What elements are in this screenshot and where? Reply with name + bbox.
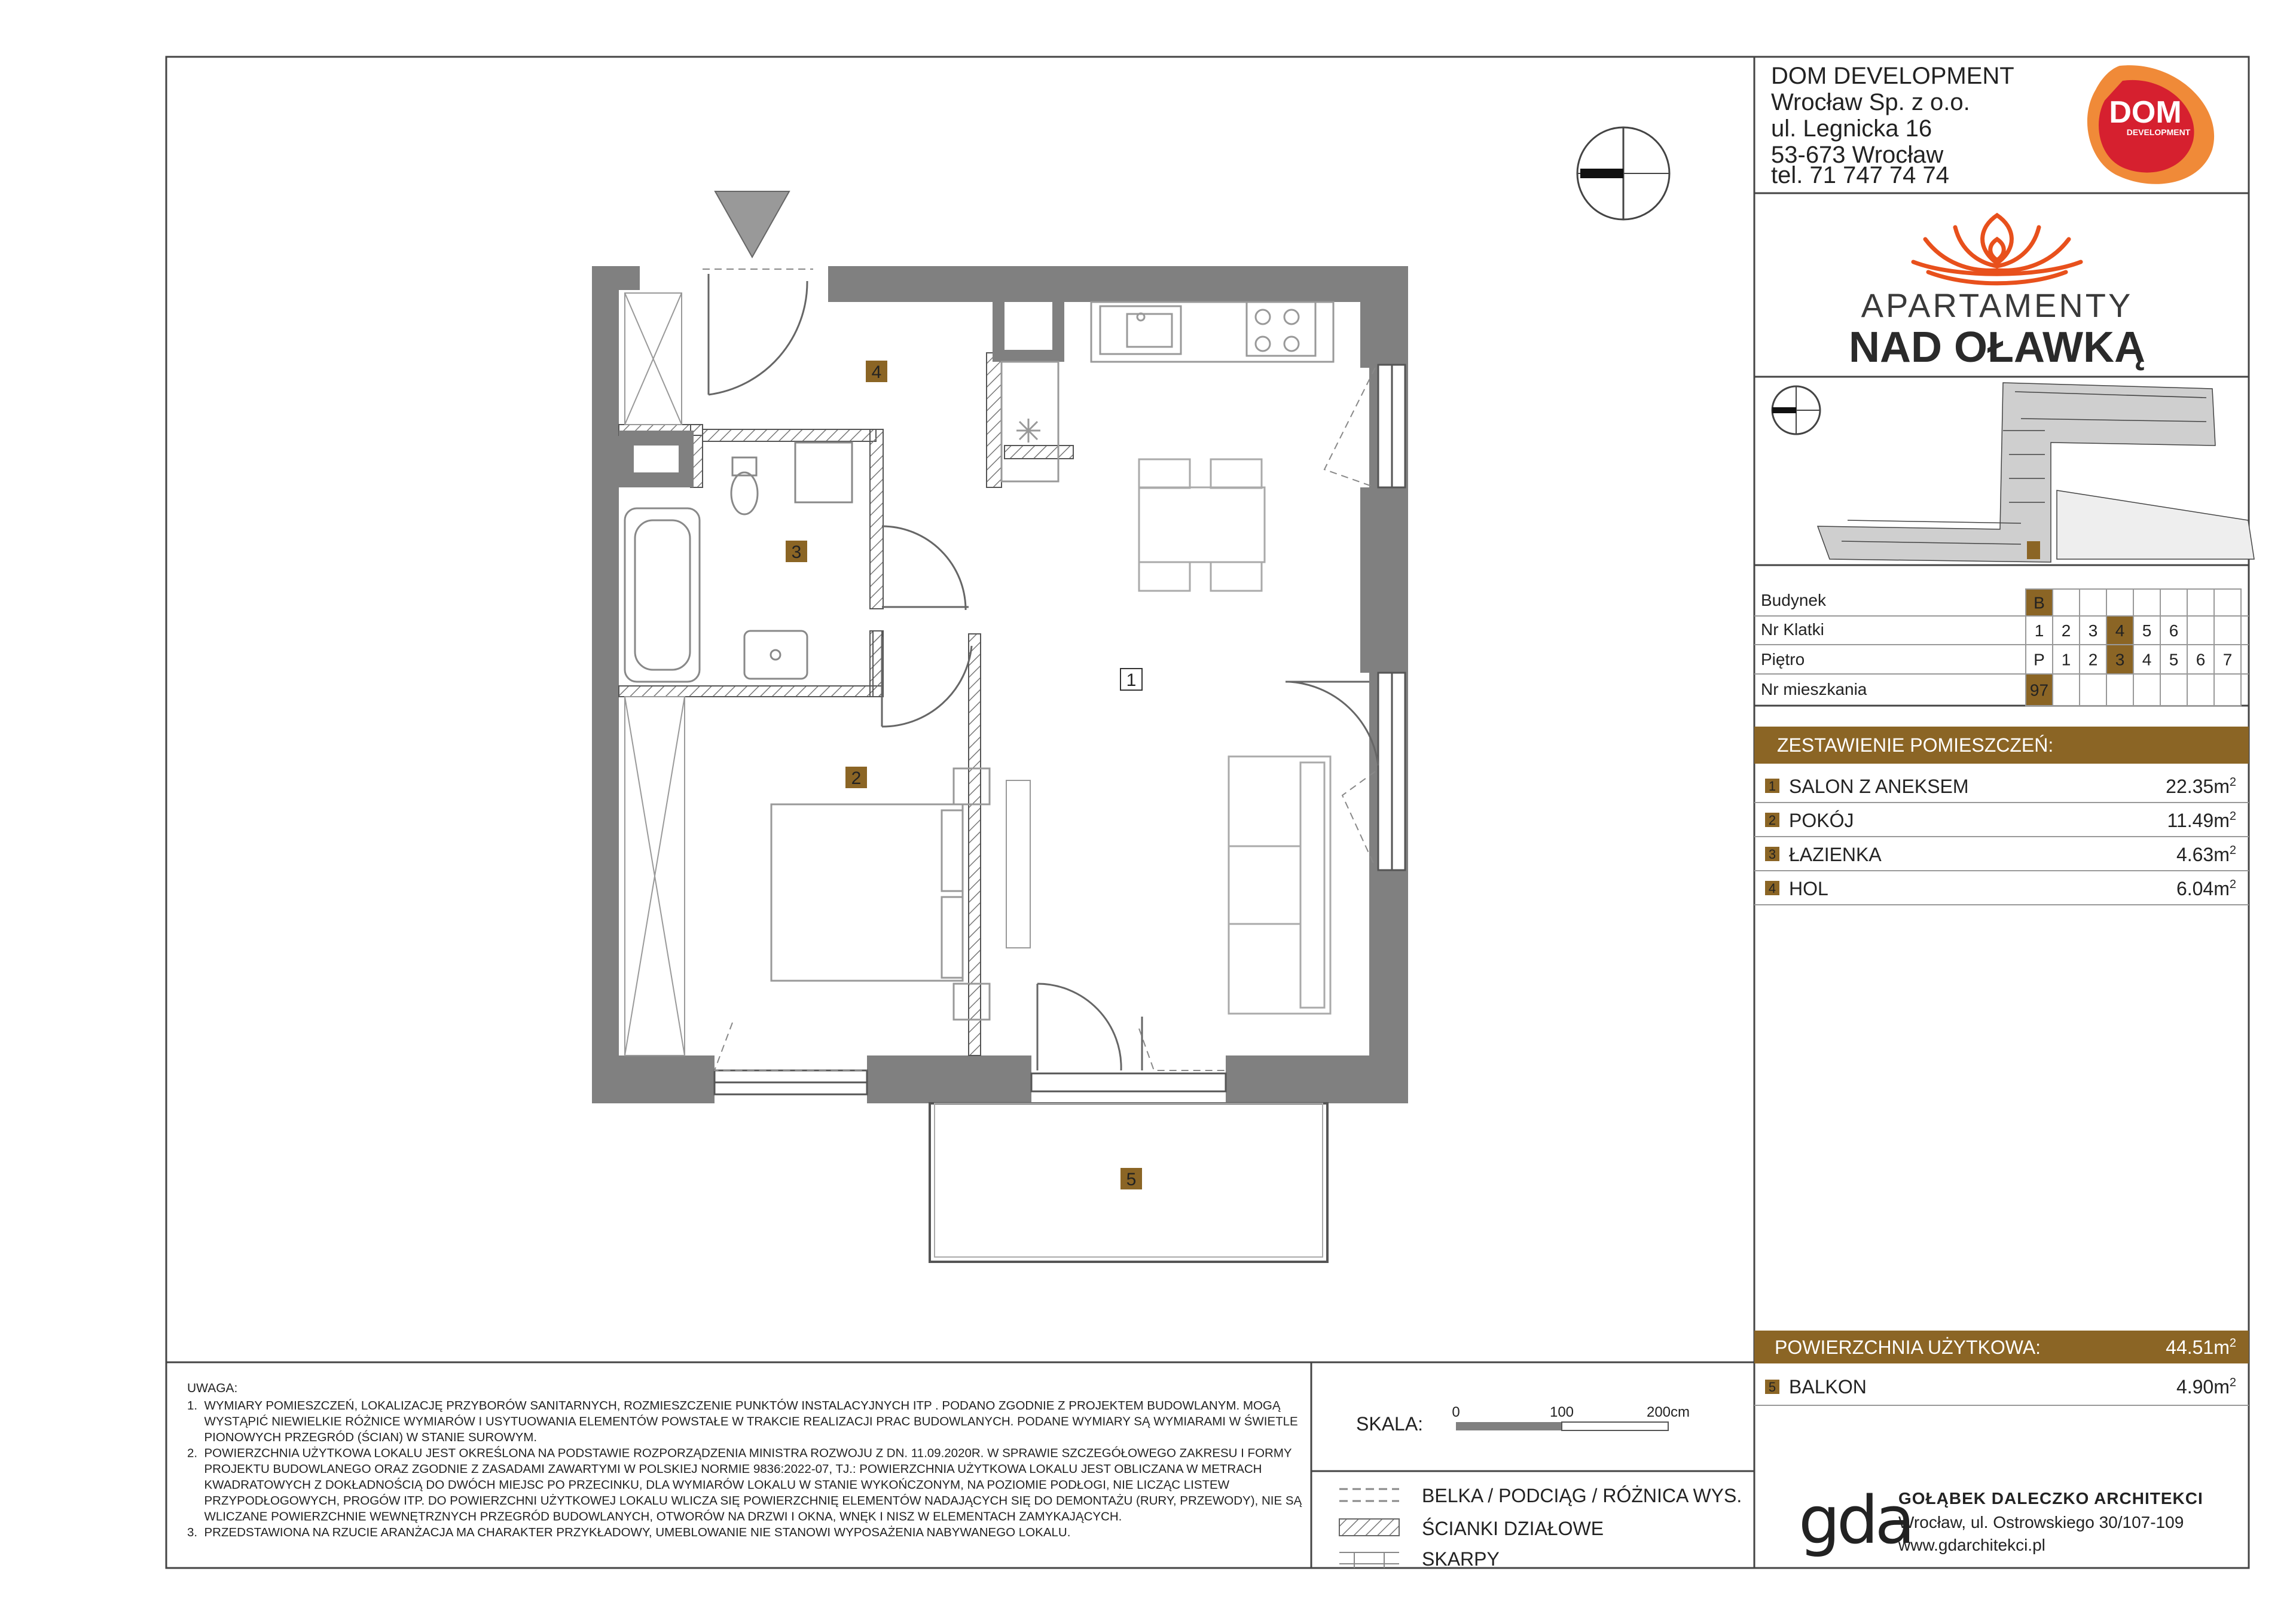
balcony-number: 5 <box>1768 1380 1776 1395</box>
usable-area-sup: 2 <box>2229 1337 2236 1350</box>
info-cell-empty <box>2187 674 2214 706</box>
company-name: DOM DEVELOPMENT <box>1771 63 2014 89</box>
project-logo <box>1849 215 2145 371</box>
room-number: 4 <box>1768 881 1776 896</box>
company-line2: Wrocław Sp. z o.o. <box>1771 89 1970 115</box>
room-label-1: 1 <box>1126 670 1137 690</box>
info-cell-empty <box>2214 616 2241 645</box>
dom-development-logo <box>2087 65 2214 184</box>
room-area <box>2167 810 2236 831</box>
info-label-staircase: Nr Klatki <box>1761 620 1824 639</box>
note-line: WYSTĄPIĆ NIEWIELKIE RÓŻNICE WYMIARÓW I USYTUOWANIA ELEMENTÓW POWSTAŁE W TRAKCIE REALIZACJI PRAC BUDOWLANYCH. PODANE WYMIARY SĄ WYMIARAMI W ŚWIETLE <box>187 1414 1298 1429</box>
info-cell: 3 <box>2115 650 2125 669</box>
info-label-apartment: Nr mieszkania <box>1761 680 1867 698</box>
info-cell-empty <box>2106 674 2133 706</box>
info-cell-empty <box>2106 589 2133 616</box>
site-key-plan <box>1772 383 2254 562</box>
info-cell-empty <box>2160 674 2187 706</box>
info-cell: B <box>2034 593 2045 612</box>
architect-name: GOŁĄBEK DALECZKO ARCHITEKCI <box>1898 1489 2203 1508</box>
note-line: KWADRATOWYCH Z DOKŁADNOŚCIĄ DO DWÓCH MIEJSC PO PRZECINKU, DLA WYMIARÓW LOKALU W STANIE WYKOŃCZONYM, NA POZIOMIE PODŁOGI, NIE LICZĄC LISTEW <box>187 1478 1230 1492</box>
usable-area-label: POWIERZCHNIA UŻYTKOWA: <box>1775 1337 2041 1358</box>
company-phone: tel. 71 747 74 74 <box>1771 162 1950 188</box>
room-area <box>2166 776 2236 797</box>
floor-plan <box>592 127 1669 1262</box>
unit-info-table <box>1754 589 2249 706</box>
legend-hatch-icon <box>1339 1519 1399 1536</box>
info-cell-empty <box>2080 589 2106 616</box>
room-area-number: 6.04 <box>2176 878 2214 899</box>
room-area-sup: 2 <box>2229 878 2236 891</box>
legend-label-beam: BELKA / PODCIĄG / RÓŻNICA WYS. <box>1422 1485 1742 1506</box>
legend-reveal-icon <box>1339 1552 1399 1568</box>
company-city: 53-673 Wrocław <box>1771 142 1944 168</box>
room-label-2: 2 <box>851 768 862 788</box>
info-cell-empty <box>2053 589 2080 616</box>
balcony-area-sup: 2 <box>2229 1376 2236 1389</box>
legend-dashed-icon <box>1339 1489 1399 1501</box>
usable-area-number: 44.51 <box>2166 1337 2214 1358</box>
info-cell-empty <box>2133 589 2160 616</box>
room-number: 1 <box>1768 779 1776 794</box>
architect-logo: gda <box>1799 1482 1912 1558</box>
balcony-name: BALKON <box>1789 1376 1867 1398</box>
info-cell: 1 <box>2034 621 2044 640</box>
info-cell-empty <box>2053 674 2080 706</box>
info-cell: 1 <box>2061 650 2071 669</box>
legend-label-partitions: ŚCIANKI DZIAŁOWE <box>1422 1518 1604 1539</box>
usable-area-unit: m <box>2213 1337 2230 1358</box>
room-name: SALON Z ANEKSEM <box>1789 776 1969 797</box>
info-cell-empty <box>2187 616 2214 645</box>
info-cell: 3 <box>2088 621 2098 640</box>
info-cell: 6 <box>2169 621 2179 640</box>
scale-tick-100: 100 <box>1549 1404 1574 1420</box>
dining-table <box>1139 459 1265 591</box>
info-cell: 4 <box>2115 621 2125 640</box>
entrance-arrow-icon <box>715 191 789 257</box>
room-area <box>2176 844 2236 865</box>
scale-bar <box>1356 1404 1690 1435</box>
windows <box>715 365 1405 1094</box>
lotus-icon <box>1913 215 2081 283</box>
room-name: ŁAZIENKA <box>1789 844 1882 865</box>
info-cell: 5 <box>2142 621 2152 640</box>
room-area-unit: m <box>2213 810 2230 831</box>
info-cell: 2 <box>2088 650 2098 669</box>
note-line: 3. PRZEDSTAWIONA NA RZUCIE ARANŻACJA MA CHARAKTER PRZYKŁADOWY, UMEBLOWANIE NIE STANOWI WYPOSAŻENIA NABYWANEGO LOKALU. <box>187 1526 1071 1539</box>
info-cell-empty <box>2214 589 2241 616</box>
dom-logo-subtext: DEVELOPMENT <box>2126 127 2191 137</box>
rooms-header: ZESTAWIENIE POMIESZCZEŃ: <box>1777 734 2054 756</box>
note-line: PROJEKTU BUDOWLANEGO ORAZ ZGODNIE Z ZASADAMI ZAWARTYMI W POLSKIEJ NORMIE 9836:2022-07, TJ.: POWIERZCHNIA UŻYTKOWA LOKALU JEST OBLICZANA W METRACH <box>187 1462 1262 1476</box>
room-area-unit: m <box>2213 844 2230 865</box>
notes-lines <box>187 1399 1302 1539</box>
info-cell-empty <box>2133 674 2160 706</box>
room-label-3: 3 <box>791 542 802 562</box>
doors <box>709 274 1378 1070</box>
room-area-number: 4.63 <box>2176 844 2214 865</box>
room-area-sup: 2 <box>2229 776 2236 789</box>
company-block <box>1771 63 2214 188</box>
info-cell-empty <box>2160 589 2187 616</box>
room-area <box>2176 878 2236 899</box>
note-line: 2. POWIERZCHNIA UŻYTKOWA LOKALU JEST OKREŚLONA NA PODSTAWIE ROZPORZĄDZENIA MINISTRA ROZWOJU Z DN. 11.09.2020R. W SPRAWIE SZCZEGÓŁOWEGO ZAKRESU I FORMY <box>187 1446 1292 1460</box>
room-name: POKÓJ <box>1789 810 1854 831</box>
legend-label-reveals: SKARPY <box>1422 1548 1500 1570</box>
sofa <box>1229 756 1330 1014</box>
note-line: PRZYPODŁOGOWYCH, PROGÓW ITP. DO POWIERZCHNI UŻYTKOWEJ LOKALU WLICZA SIĘ POWIERZCHNIĘ ELEMENTÓW NADAJĄCYCH SIĘ DO DEMONTAŻU (RURY, PRZEWODY), NIE SĄ <box>187 1494 1302 1508</box>
balcony-area <box>2176 1376 2236 1398</box>
info-cell-empty <box>2214 674 2241 706</box>
info-cell: P <box>2034 650 2045 669</box>
info-cell: 97 <box>2029 681 2049 700</box>
project-title-2: NAD OŁAWKĄ <box>1849 324 2145 371</box>
info-cells <box>2026 589 2241 706</box>
room-number: 2 <box>1768 813 1776 828</box>
room-area-sup: 2 <box>2229 810 2236 823</box>
company-street: ul. Legnicka 16 <box>1771 115 1932 142</box>
notes-title: UWAGA: <box>187 1381 238 1395</box>
info-cell: 2 <box>2061 621 2071 640</box>
info-cell-empty <box>2187 589 2214 616</box>
info-cell: 5 <box>2169 650 2179 669</box>
info-cell: 6 <box>2196 650 2206 669</box>
room-number: 3 <box>1768 847 1776 862</box>
info-cell-empty <box>2080 674 2106 706</box>
rooms-summary <box>1754 727 2249 905</box>
notes-block <box>187 1381 1302 1539</box>
note-line: WLICZANE POWIERZCHNIE WEWNĘTRZNYCH PRZEGRÓD BUDOWLANYCH, OTWORÓW NA DRZWI I OKNA, WNĘK I NISZ W ELEMENTACH ZAMYKAJĄCYCH. <box>187 1509 1122 1524</box>
balcony-area-unit: m <box>2213 1376 2230 1398</box>
info-label-floor: Piętro <box>1761 650 1805 669</box>
room-area-number: 11.49 <box>2167 810 2214 831</box>
scale-tick-0: 0 <box>1452 1404 1460 1420</box>
compass-icon <box>1577 127 1669 219</box>
room-rows <box>1754 776 2249 905</box>
room-area-unit: m <box>2213 878 2230 899</box>
usable-area-block <box>1754 1331 2249 1405</box>
architect-block <box>1799 1482 2203 1558</box>
balcony-area-number: 4.90 <box>2176 1376 2214 1398</box>
room-label-4: 4 <box>871 362 882 382</box>
note-line: 1. WYMIARY POMIESZCZEŃ, LOKALIZACJĘ PRZYBORÓW SANITARNYCH, ROZMIESZCZENIE PUNKTÓW INSTALACYJNYCH ITP . PODANO ZGODNIE Z PROJEKTEM BUDOWLANYM. MOGĄ <box>187 1399 1281 1413</box>
scale-label: SKALA: <box>1356 1413 1424 1435</box>
legend <box>1339 1485 1742 1570</box>
project-title-1: APARTAMENTY <box>1861 286 2133 324</box>
architect-web: www.gdarchitekci.pl <box>1898 1536 2045 1554</box>
note-line: PIONOWYCH PRZEGRÓD (ŚCIAN) W STANIE SUROWYM. <box>187 1430 538 1444</box>
windows-swing-dashed <box>703 269 1375 1070</box>
info-label-building: Budynek <box>1761 591 1826 609</box>
room-area-sup: 2 <box>2229 844 2236 857</box>
usable-area-value <box>2166 1337 2236 1358</box>
info-cell: 4 <box>2142 650 2152 669</box>
dom-logo-text: DOM <box>2109 95 2182 130</box>
room-area-unit: m <box>2213 776 2230 797</box>
scale-tick-200: 200cm <box>1646 1404 1690 1420</box>
room-name: HOL <box>1789 878 1828 899</box>
bed <box>771 768 990 1020</box>
room-area-number: 22.35 <box>2166 776 2214 797</box>
room-label-5: 5 <box>1126 1170 1137 1189</box>
architect-address: Wrocław, ul. Ostrowskiego 30/107-109 <box>1898 1513 2184 1532</box>
info-cell: 7 <box>2222 650 2233 669</box>
